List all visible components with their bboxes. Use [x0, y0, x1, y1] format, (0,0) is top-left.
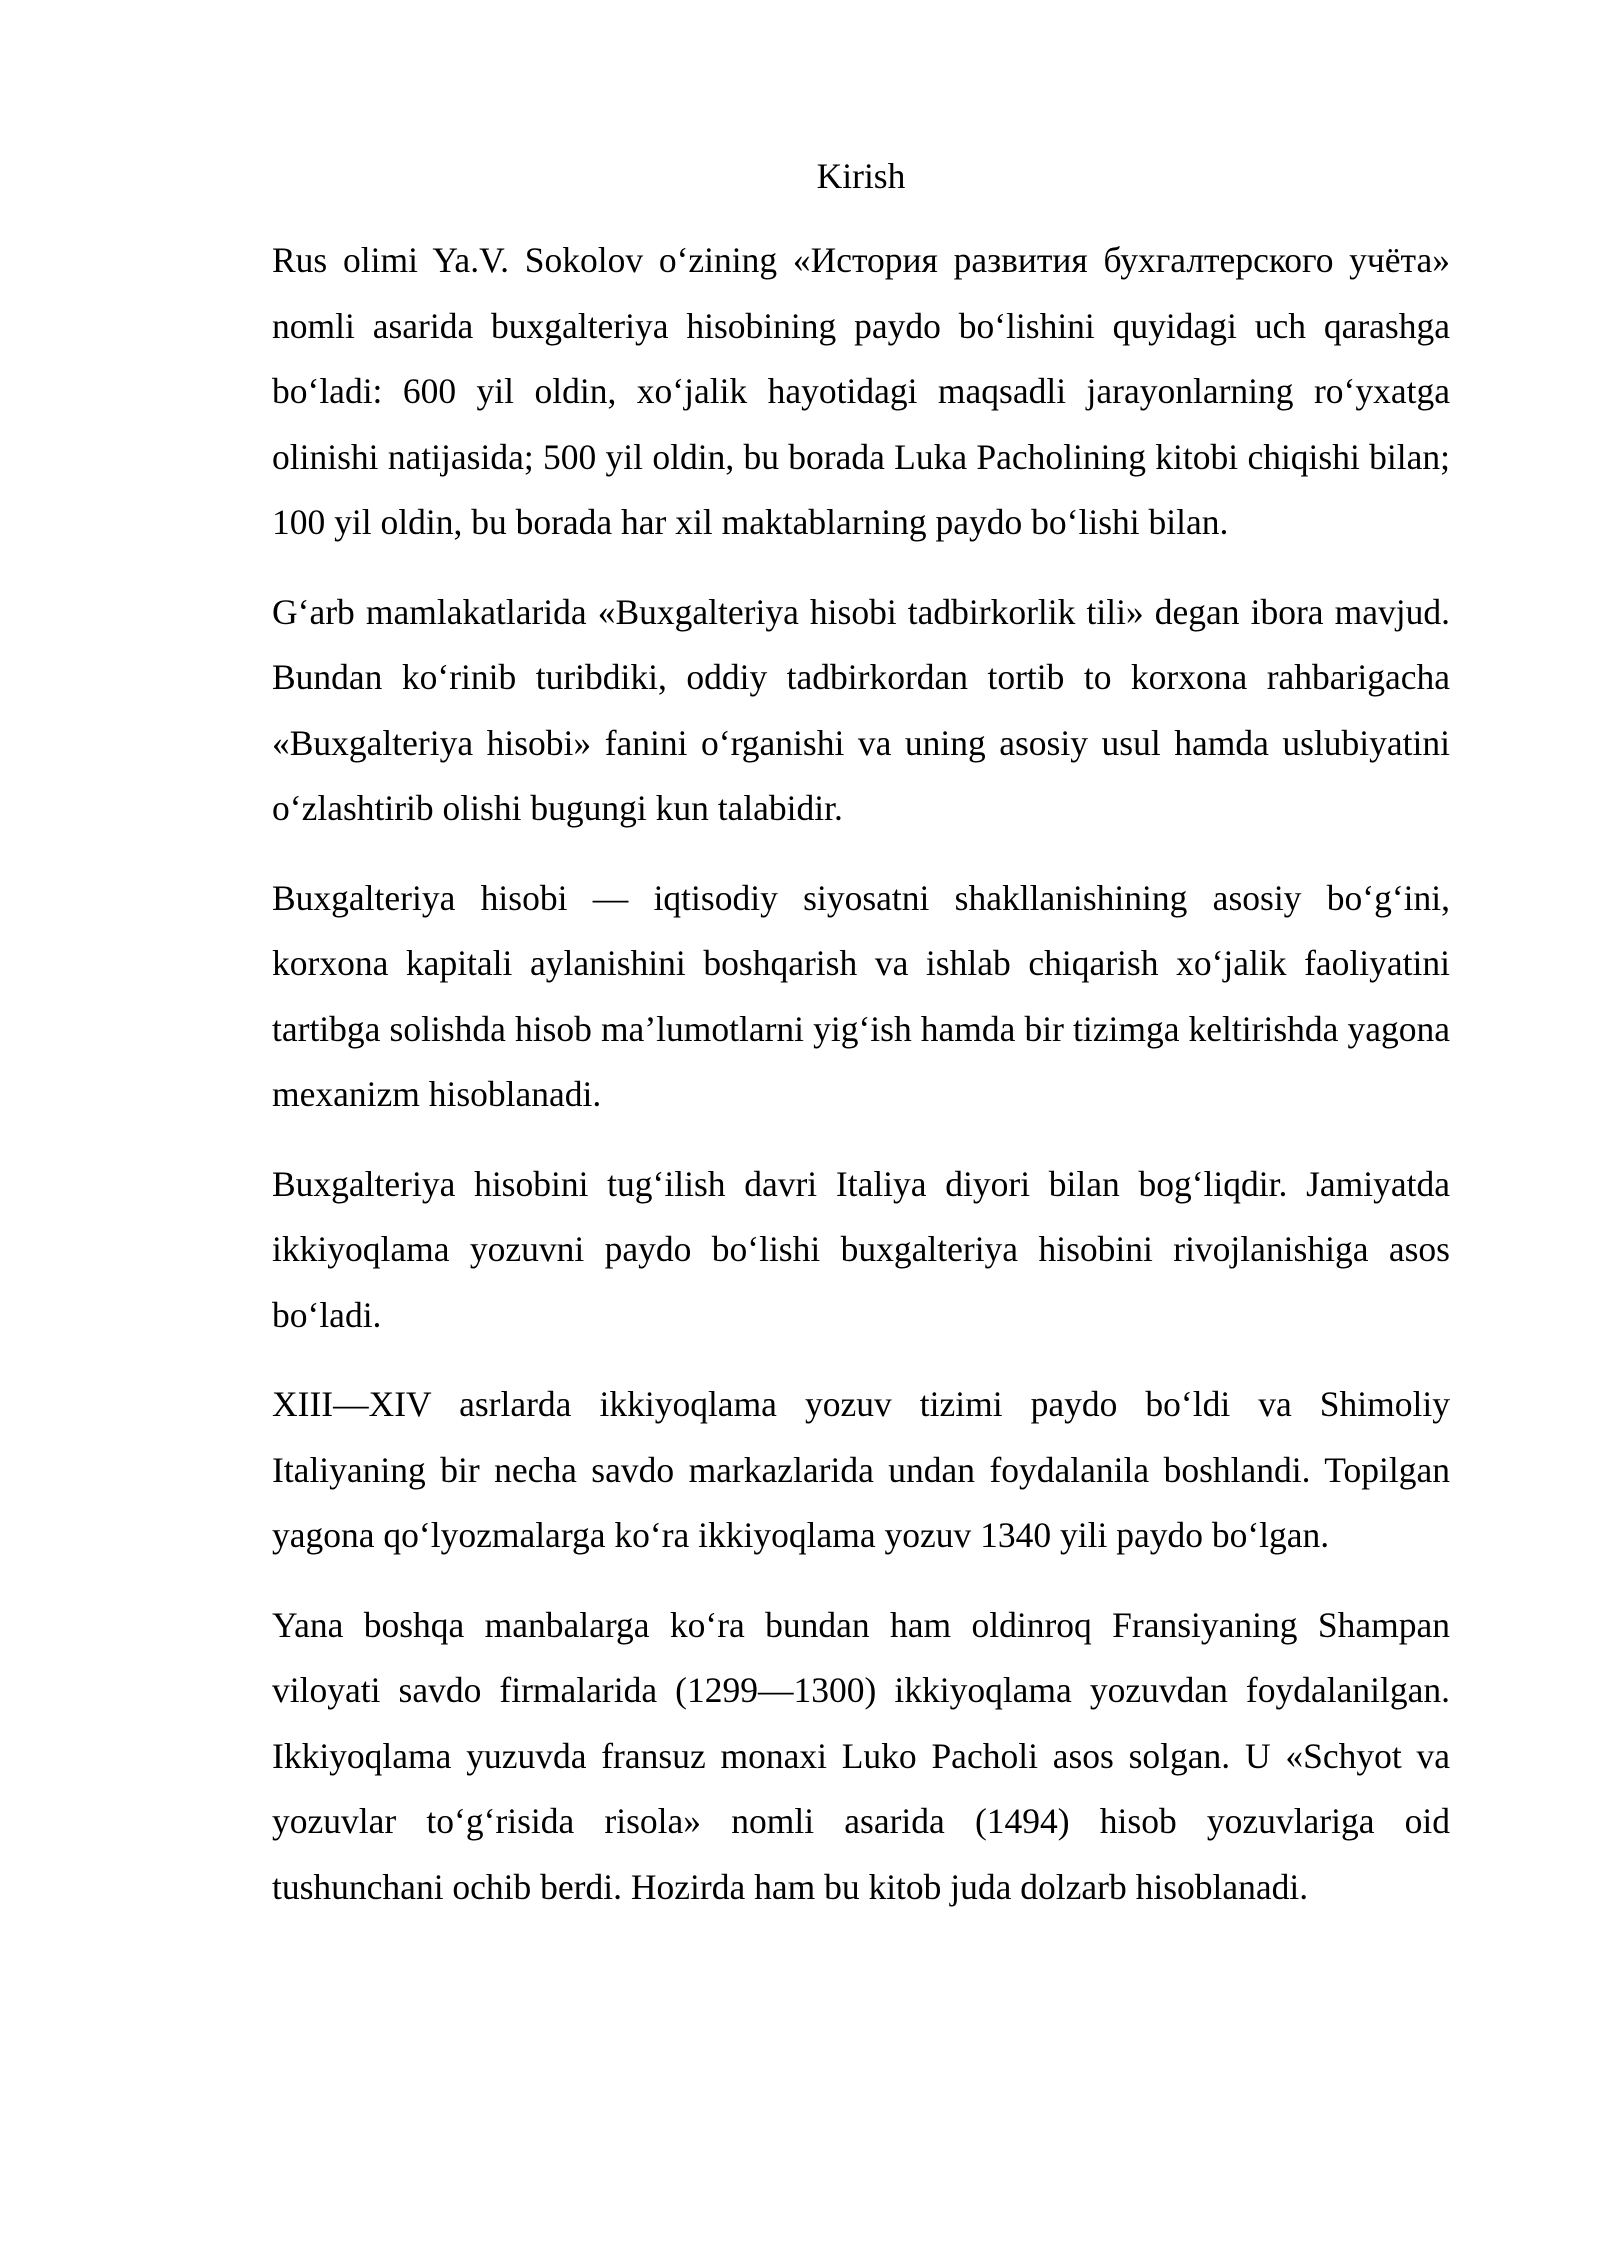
- paragraph: Buxgalteriya hisobini tug‘ilish davri Italiya diyori bilan bog‘liqdir. Jamiyatda ikkiyoqlama yozuvni paydo bo‘lishi buxgalteriya hisobini rivojlanishiga asos bo‘ladi.: [272, 1163, 1450, 1335]
- paragraph: Rus olimi Ya.V. Sokolov o‘zining «История развития бухгалтерского учёта» nomli asarida buxgalteriya hisobining paydo bo‘lishini quyidagi uch qarashga bo‘ladi: 600 yil oldin, xo‘jalik hayotidagi maqsadli jarayonlarning ro‘yxatga olinishi natijasida; 500 yil oldin, bu borada Luka Pacholining kitobi chiqishi bilan; 100 yil oldin, bu borada har xil maktablarning paydo bo‘lishi bilan.: [272, 240, 1450, 542]
- page-title: Kirish: [816, 156, 906, 196]
- paragraph: Buxgalteriya hisobi — iqtisodiy siyosatni shakllanishining asosiy bo‘g‘ini, korxona kapitali aylanishini boshqarish va ishlab chiqarish xo‘jalik faoliyatini tartibga solishda hisob ma’lumotlarni yig‘ish hamda bir tizimga keltirishda yagona mexanizm hisoblanadi.: [272, 877, 1450, 1114]
- document-page: [272, 148, 1450, 1944]
- paragraph: XIII—XIV asrlarda ikkiyoqlama yozuv tizimi paydo bo‘ldi va Shimoliy Italiyaning bir necha savdo markazlarida undan foydalanila boshlandi. Topilgan yagona qo‘lyozmalarga ko‘ra ikkiyoqlama yozuv 1340 yili paydo bo‘lgan.: [272, 1384, 1450, 1555]
- paragraph: Yana boshqa manbalarga ko‘ra bundan ham oldinroq Fransiyaning Shampan viloyati savdo firmalarida (1299—1300) ikkiyoqlama yozuvdan foydalanilgan. Ikkiyoqlama yuzuvda fransuz monaxi Luko Pacholi asos solgan. U «Schyot va yozuvlar to‘g‘risida risola» nomli asarida (1494) hisob yozuvlariga oid tushunchani ochib berdi. Hozirda ham bu kitob juda dolzarb hisoblanadi.: [272, 1604, 1450, 1907]
- paragraph: G‘arb mamlakatlarida «Buxgalteriya hisobi tadbirkorlik tili» degan ibora mavjud. Bundan ko‘rinib turibdiki, oddiy tadbirkordan tortib to korxona rahbarigacha «Buxgalteriya hisobi» fanini o‘rganishi va uning asosiy usul hamda uslubiyatini o‘zlashtirib olishi bugungi kun talabidir.: [272, 591, 1450, 828]
